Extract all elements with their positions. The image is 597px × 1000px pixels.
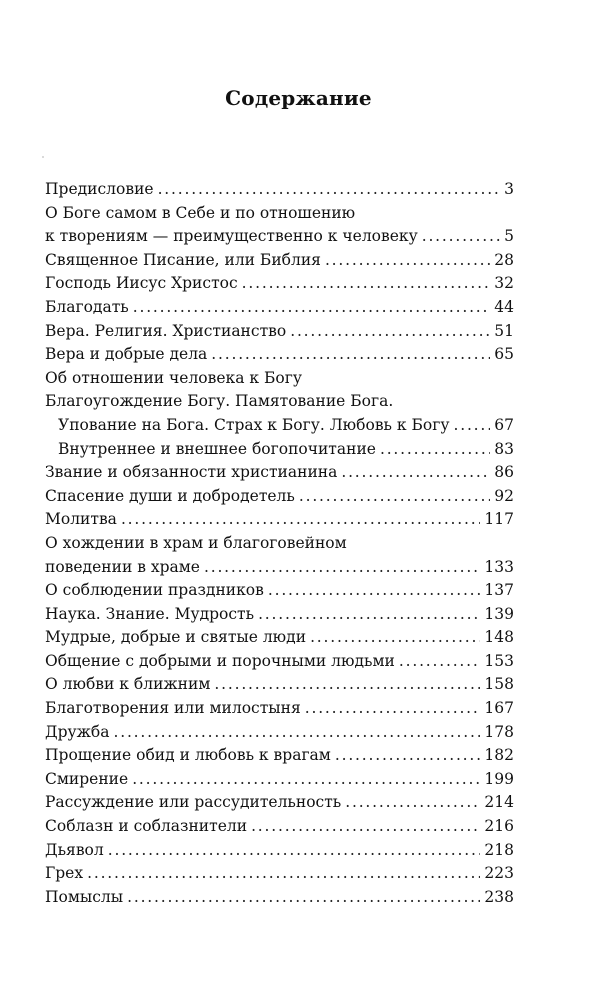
leader-dots [268,579,481,603]
entry-text: Общение с добрыми и порочными людьми [45,651,395,670]
toc-entry [45,249,514,273]
entry-text: к творениям — преимущественно к человеку [45,227,418,246]
leader-dots [113,721,480,745]
entry-page: 153 [484,651,514,670]
entry-text: Упование на Бога. Страх к Богу. Любовь к Богу [58,415,450,434]
toc-entry [45,744,514,768]
entry-text: Звание и обязанности христианина [45,463,338,482]
entry-page: 214 [484,793,514,812]
toc-entry [45,791,514,815]
toc-entry [45,556,514,580]
toc-entry [45,343,514,367]
toc-entry [45,485,514,509]
toc-entry [45,721,514,745]
entry-text: Благоугождение Богу. Памятование Бога. [45,392,394,411]
toc-entry [45,414,514,438]
leader-dots [242,272,491,296]
leader-dots [251,815,480,839]
entry-text: Мудрые, добрые и святые люди [45,628,307,647]
toc-entry [45,225,514,249]
entry-text: Внутреннее и внешнее богопочитание [58,439,376,458]
toc-entry [45,862,514,886]
entry-text: О хождении в храм и благоговейном [45,533,347,552]
leader-dots [214,673,480,697]
entry-page: 67 [494,415,514,434]
leader-dots [108,839,481,863]
toc-entry [45,815,514,839]
toc-entry [45,296,514,320]
entry-text: О любви к ближним [45,675,211,694]
leader-dots [341,461,490,485]
entry-text: Священное Писание, или Библия [45,250,321,269]
entry-text: Дружба [45,722,110,741]
leader-dots [87,862,480,886]
paper-speck [42,156,44,158]
entry-page: 3 [504,180,514,198]
toc-entry [45,508,514,532]
entry-text: Рассуждение или рассудительность [45,793,342,812]
toc-entry [45,839,514,863]
leader-dots [211,343,490,367]
leader-dots [454,414,491,438]
toc-entry [45,461,514,485]
toc-entry [45,626,514,650]
entry-page: 92 [494,486,514,505]
entry-text: О соблюдении праздников [45,581,264,600]
entry-page: 167 [484,699,514,718]
page-title: Содержание [225,86,372,110]
toc-entry [45,768,514,792]
leader-dots [127,886,480,910]
entry-page: 223 [484,864,514,883]
leader-dots [204,556,480,580]
entry-page: 32 [494,274,514,293]
entry-page: 238 [484,887,514,906]
entry-text: Господь Иисус Христос [45,274,238,293]
toc-entry [45,603,514,627]
entry-text: поведении в храме [45,557,200,576]
leader-dots [345,791,480,815]
leader-dots [325,249,490,273]
leader-dots [422,225,500,249]
entry-page: 148 [484,628,514,647]
entry-text: Помыслы [45,887,124,906]
leader-dots [335,744,481,768]
entry-page: 83 [494,439,514,458]
leader-dots [290,320,490,344]
toc-entry [45,886,514,910]
entry-page: 5 [504,227,514,246]
entry-page: 28 [494,250,514,269]
entry-text: Грех [45,864,84,883]
entry-text: Молитва [45,510,117,529]
toc-entry [45,650,514,674]
leader-dots [121,508,480,532]
entry-text: Предисловие [45,180,154,198]
entry-page: 139 [484,604,514,623]
entry-page: 86 [494,463,514,482]
entry-page: 117 [484,510,514,529]
toc-entry [45,579,514,603]
entry-text: Вера и добрые дела [45,345,208,364]
entry-page: 178 [484,722,514,741]
entry-page: 218 [484,840,514,859]
entry-text: Спасение души и добродетель [45,486,295,505]
leader-dots [399,650,481,674]
toc-entry [45,272,514,296]
entry-text: Благотворения или милостыня [45,699,301,718]
entry-page: 216 [484,817,514,836]
toc-entry [45,438,514,462]
entry-page: 44 [494,297,514,316]
entry-page: 158 [484,675,514,694]
toc-entry [45,367,514,391]
toc-entry [45,532,514,556]
leader-dots [258,603,480,627]
leader-dots [310,626,480,650]
entry-page: 182 [484,746,514,765]
entry-text: Соблазн и соблазнители [45,817,248,836]
leader-dots [132,768,480,792]
table-of-contents [45,178,514,909]
leader-dots [133,296,491,320]
entry-text: О Боге самом в Себе и по отношению [45,203,356,222]
toc-entry [45,697,514,721]
entry-text: Благодать [45,297,129,316]
entry-page: 65 [494,345,514,364]
entry-text: Смирение [45,769,129,788]
toc-entry [45,320,514,344]
toc-entry [45,390,514,414]
entry-text: Прощение обид и любовь к врагам [45,746,331,765]
leader-dots [380,438,490,462]
toc-entry [45,202,514,226]
entry-text: Наука. Знание. Мудрость [45,604,255,623]
entry-text: Дьявол [45,840,104,859]
toc-entry [45,178,514,202]
leader-dots [305,697,481,721]
entry-text: Вера. Религия. Христианство [45,321,287,340]
leader-dots [158,178,501,202]
entry-text: Об отношении человека к Богу [45,368,302,387]
entry-page: 133 [484,557,514,576]
toc-entry [45,673,514,697]
leader-dots [299,485,490,509]
entry-page: 137 [484,581,514,600]
entry-page: 51 [494,321,514,340]
entry-page: 199 [484,769,514,788]
